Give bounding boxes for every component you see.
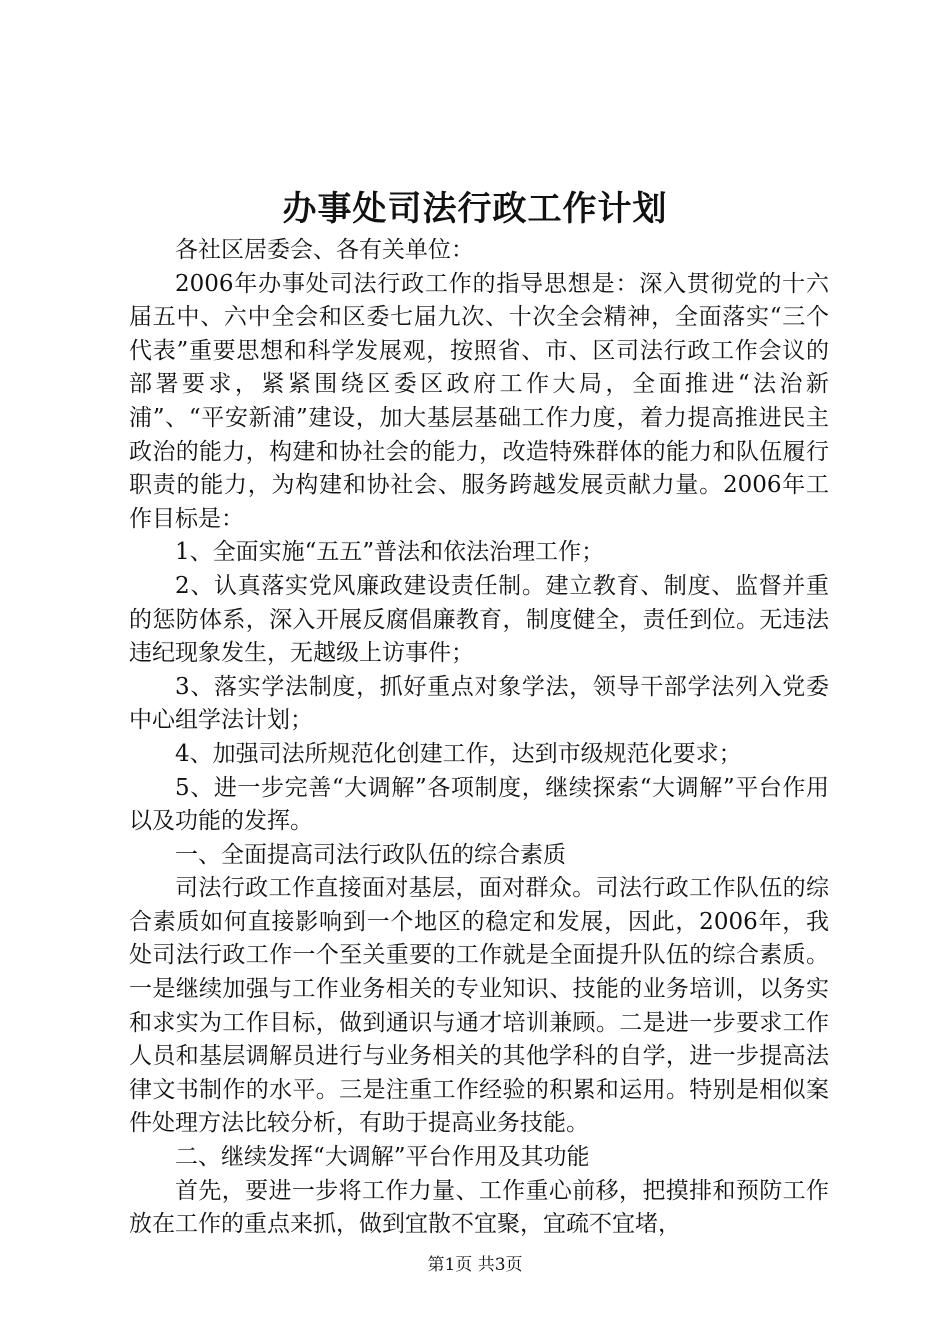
section-heading-2: 二、继续发挥“大调解”平台作用及其功能 xyxy=(175,1144,590,1171)
salutation-paragraph: 各社区居委会、各有关单位： xyxy=(175,237,474,263)
document-body xyxy=(129,234,829,1242)
section-1-paragraph: 司法行政工作直接面对基层，面对群众。司法行政工作队伍的综合素质如何直接影响到一个地区的稳定和发展，因此，2006年，我处司法行政工作一个至关重要的工作就是全面提升队伍的综合素质。一是继续加强与工作业务相关的专业知识、技能的业务培训，以务实和求实为工作目标，做到通识与通才培训兼顾。二是进一步要求工作人员和基层调解员进行与业务相关的其他学科的自学，进一步提高法律文书制作的水平。三是注重工作经验的积累和运用。特别是相似案件处理方法比较分析，有助于提高业务技能。 xyxy=(129,875,829,1137)
page-footer: 第1页 共3页 xyxy=(427,1255,523,1275)
goal-item-5: 5、进一步完善“大调解”各项制度，继续探索“大调解”平台作用以及功能的发挥。 xyxy=(129,774,829,835)
section-heading-1: 一、全面提高司法行政队伍的综合素质 xyxy=(175,841,566,868)
guiding-ideology-paragraph: 2006年办事处司法行政工作的指导思想是：深入贯彻党的十六届五中、六中全会和区委七届九次、十次全会精神，全面落实“三个代表”重要思想和科学发展观，按照省、市、区司法行政工作会议的部署要求，紧紧围绕区委区政府工作大局，全面推进“法治新浦”、“平安新浦”建设，加大基层基础工作力度，着力提高推进民主政治的能力，构建和协社会的能力，改造特殊群体的能力和队伍履行职责的能力，为构建和协社会、服务跨越发展贡献力量。2006年工作目标是： xyxy=(129,270,829,532)
goal-item-3: 3、落实学法制度，抓好重点对象学法，领导干部学法列入党委中心组学法计划； xyxy=(129,673,829,734)
goal-item-1: 1、全面实施“五五”普法和依法治理工作； xyxy=(175,539,605,566)
goal-item-2: 2、认真落实党风廉政建设责任制。建立教育、制度、监督并重的惩防体系，深入开展反腐倡廉教育，制度健全，责任到位。无违法违纪现象发生，无越级上访事件； xyxy=(129,572,829,667)
section-2-paragraph: 首先，要进一步将工作力量、工作重心前移，把摸排和预防工作放在工作的重点来抓，做到宜散不宜聚，宜疏不宜堵， xyxy=(129,1177,829,1238)
goal-item-4: 4、加强司法所规范化创建工作，达到市级规范化要求； xyxy=(175,740,742,767)
document-title: 办事处司法行政工作计划 xyxy=(282,189,668,229)
